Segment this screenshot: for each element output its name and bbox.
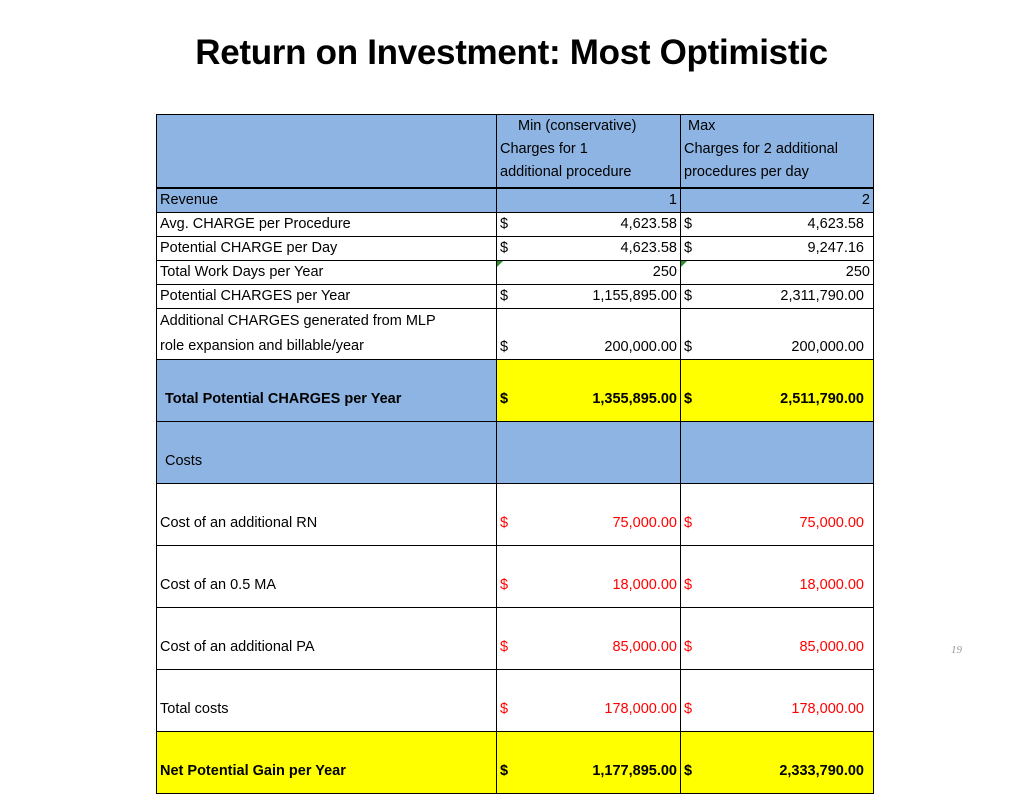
rn-cost-min: 75,000.00	[612, 515, 677, 531]
total-potential-min-cell	[497, 360, 681, 422]
currency-symbol: $	[684, 240, 693, 256]
work-days-label: Total Work Days per Year	[157, 261, 497, 285]
potential-year-label: Potential CHARGES per Year	[157, 285, 497, 309]
total-potential-label: Total Potential CHARGES per Year	[157, 360, 497, 422]
pa-cost-max-cell	[681, 608, 874, 670]
potential-day-min-cell	[497, 237, 681, 261]
currency-symbol: $	[500, 701, 509, 717]
total-potential-row	[157, 360, 874, 422]
additional-charges-label-line1: Additional CHARGES generated from MLP	[160, 313, 436, 329]
costs-label: Costs	[157, 422, 497, 484]
additional-charges-label-line2: role expansion and billable/year	[160, 338, 364, 354]
currency-symbol: $	[500, 577, 509, 593]
net-gain-max-cell	[681, 732, 874, 794]
currency-symbol: $	[500, 288, 509, 304]
net-gain-row	[157, 732, 874, 794]
total-costs-label: Total costs	[157, 670, 497, 732]
roi-table	[156, 114, 874, 794]
currency-symbol: $	[500, 515, 509, 531]
potential-year-max-cell	[681, 285, 874, 309]
potential-day-max: 9,247.16	[807, 240, 864, 256]
currency-symbol: $	[500, 216, 509, 232]
rn-cost-min-cell	[497, 484, 681, 546]
avg-charge-label: Avg. CHARGE per Procedure	[157, 213, 497, 237]
currency-symbol: $	[684, 701, 693, 717]
additional-charges-label-cell	[157, 309, 497, 360]
currency-symbol: $	[684, 339, 693, 355]
currency-symbol: $	[684, 216, 693, 232]
work-days-min-cell	[497, 261, 681, 285]
ma-cost-max-cell	[681, 546, 874, 608]
header-min-line1: Min (conservative)	[518, 118, 637, 134]
revenue-max: 2	[681, 188, 874, 213]
total-costs-row	[157, 670, 874, 732]
header-min-line2: Charges for 1	[500, 141, 588, 157]
ma-cost-label: Cost of an 0.5 MA	[157, 546, 497, 608]
page-number: 19	[951, 644, 962, 656]
total-potential-max: 2,511,790.00	[780, 391, 864, 407]
currency-symbol: $	[500, 339, 509, 355]
avg-charge-min: 4,623.58	[620, 216, 677, 232]
avg-charge-min-cell	[497, 213, 681, 237]
work-days-min: 250	[652, 264, 677, 280]
header-row	[157, 115, 874, 189]
total-costs-min-cell	[497, 670, 681, 732]
pa-cost-row	[157, 608, 874, 670]
ma-cost-min-cell	[497, 546, 681, 608]
total-potential-max-cell	[681, 360, 874, 422]
error-indicator-icon	[681, 261, 687, 267]
currency-symbol: $	[500, 639, 509, 655]
additional-charges-min: 200,000.00	[604, 339, 677, 355]
potential-year-min: 1,155,895.00	[592, 288, 677, 304]
potential-day-label: Potential CHARGE per Day	[157, 237, 497, 261]
net-gain-max: 2,333,790.00	[779, 763, 864, 779]
total-costs-max: 178,000.00	[791, 701, 864, 717]
total-costs-min: 178,000.00	[604, 701, 677, 717]
net-gain-min-cell	[497, 732, 681, 794]
currency-symbol: $	[684, 391, 693, 407]
pa-cost-min: 85,000.00	[612, 639, 677, 655]
work-days-max: 250	[845, 264, 870, 280]
currency-symbol: $	[684, 763, 693, 779]
additional-charges-max: 200,000.00	[791, 339, 864, 355]
avg-charge-row	[157, 213, 874, 237]
total-potential-min: 1,355,895.00	[592, 391, 677, 407]
net-gain-label: Net Potential Gain per Year	[157, 732, 497, 794]
ma-cost-min: 18,000.00	[612, 577, 677, 593]
work-days-row	[157, 261, 874, 285]
header-max-line2: Charges for 2 additional	[684, 141, 838, 157]
error-indicator-icon	[497, 261, 503, 267]
potential-day-min: 4,623.58	[620, 240, 677, 256]
work-days-max-cell	[681, 261, 874, 285]
pa-cost-max: 85,000.00	[799, 639, 864, 655]
potential-day-row	[157, 237, 874, 261]
rn-cost-max: 75,000.00	[799, 515, 864, 531]
revenue-min: 1	[497, 188, 681, 213]
costs-header-row	[157, 422, 874, 484]
currency-symbol: $	[684, 577, 693, 593]
additional-charges-min-cell	[497, 309, 681, 360]
header-min-line3: additional procedure	[500, 164, 632, 180]
potential-year-min-cell	[497, 285, 681, 309]
currency-symbol: $	[684, 288, 693, 304]
costs-blank-max	[681, 422, 874, 484]
ma-cost-row	[157, 546, 874, 608]
avg-charge-max: 4,623.58	[807, 216, 864, 232]
header-max-line1: Max	[688, 118, 716, 134]
revenue-label: Revenue	[157, 188, 497, 213]
currency-symbol: $	[500, 240, 509, 256]
header-blank-cell	[157, 115, 497, 189]
costs-blank-min	[497, 422, 681, 484]
additional-charges-row	[157, 309, 874, 360]
rn-cost-row	[157, 484, 874, 546]
additional-charges-max-cell	[681, 309, 874, 360]
ma-cost-max: 18,000.00	[799, 577, 864, 593]
potential-day-max-cell	[681, 237, 874, 261]
header-min-cell	[497, 115, 681, 189]
slide-title: Return on Investment: Most Optimistic	[195, 33, 828, 72]
pa-cost-min-cell	[497, 608, 681, 670]
rn-cost-label: Cost of an additional RN	[157, 484, 497, 546]
currency-symbol: $	[500, 391, 509, 407]
currency-symbol: $	[684, 515, 693, 531]
pa-cost-label: Cost of an additional PA	[157, 608, 497, 670]
rn-cost-max-cell	[681, 484, 874, 546]
currency-symbol: $	[684, 639, 693, 655]
potential-year-max: 2,311,790.00	[780, 288, 864, 304]
potential-year-row	[157, 285, 874, 309]
avg-charge-max-cell	[681, 213, 874, 237]
header-max-line3: procedures per day	[684, 164, 809, 180]
header-max-cell	[681, 115, 874, 189]
net-gain-min: 1,177,895.00	[592, 763, 677, 779]
total-costs-max-cell	[681, 670, 874, 732]
currency-symbol: $	[500, 763, 509, 779]
revenue-row	[157, 188, 874, 213]
